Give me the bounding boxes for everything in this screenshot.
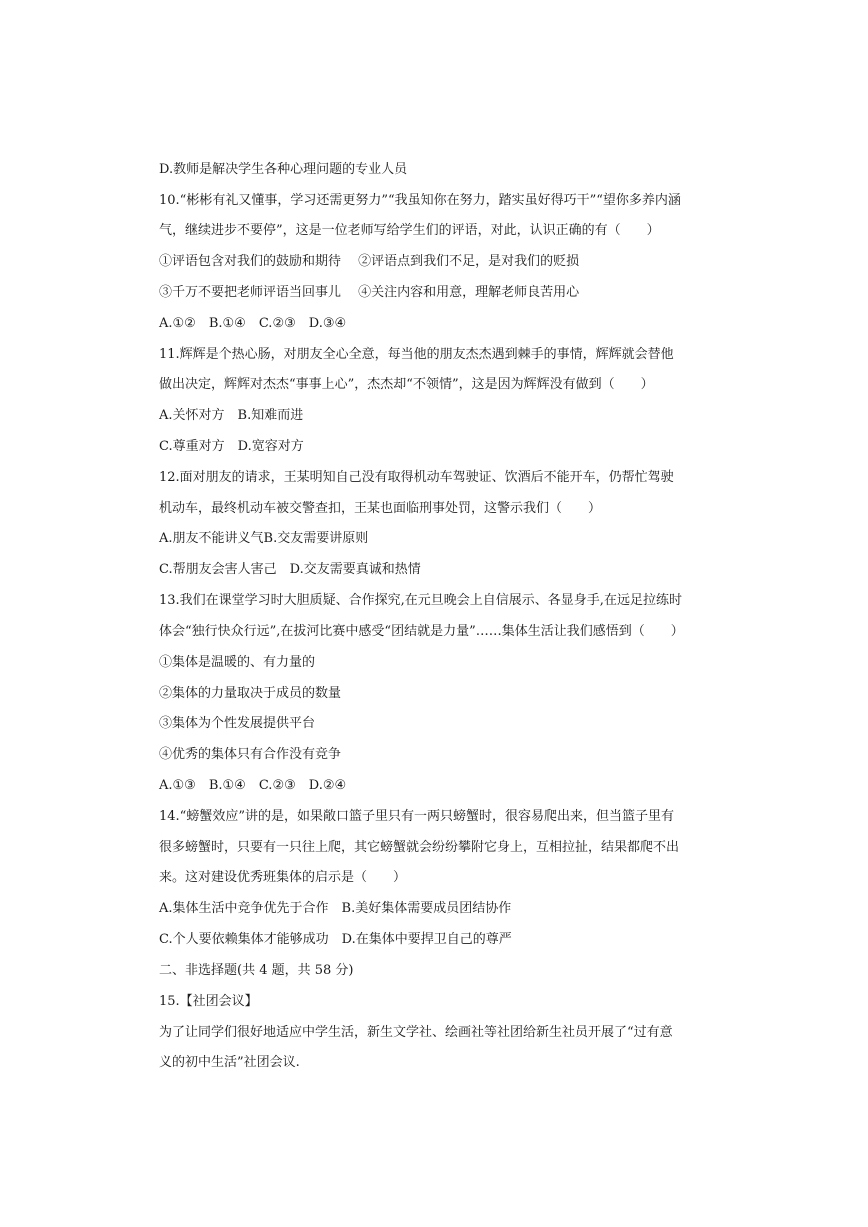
q14-stem-line-2: 很多螃蟹时，只要有一只往上爬，其它螃蟹就会纷纷攀附它身上，互相拉扯，结果都爬不出 (159, 840, 680, 855)
q12-stem-line-1: 12.面对朋友的请求，王某明知自己没有取得机动车驾驶证、饮酒后不能开车，仍帮忙驾驶 (159, 470, 674, 485)
q10-options: A.①② B.①④ C.②③ D.③④ (159, 316, 347, 331)
q13-statement-2: ②集体的力量取决于成员的数量 (159, 686, 342, 701)
q13-options: A.①③ B.①④ C.②③ D.②④ (159, 778, 347, 793)
section-heading-non-choice: 二、非选择题(共 4 题，共 58 分) (159, 963, 354, 978)
q14-stem-line-3: 来。这对建设优秀班集体的启示是（ ） (159, 870, 407, 885)
q14-options-c-d: C.个人要依赖集体才能够成功 D.在集体中要捍卫自己的尊严 (159, 932, 512, 947)
q11-options-c-d: C.尊重对方 D.宽容对方 (159, 439, 304, 454)
q13-statement-3: ③集体为个性发展提供平台 (159, 716, 316, 731)
q11-options-a-b: A.关怀对方 B.知难而进 (159, 408, 304, 423)
q14-options-a-b: A.集体生活中竞争优先于合作 B.美好集体需要成员团结协作 (159, 901, 512, 916)
q10-stem-line-2: 气，继续进步不要停”，这是一位老师写给学生们的评语，对此，认识正确的有（ ） (159, 223, 660, 238)
q13-statement-4: ④优秀的集体只有合作没有竞争 (159, 747, 342, 762)
q11-stem-line-2: 做出决定，辉辉对杰杰“事事上心”，杰杰却“不领情”，这是因为辉辉没有做到（ ） (159, 377, 654, 392)
q12-options-a-b: A.朋友不能讲义气B.交友需要讲原则 (159, 531, 369, 546)
q12-stem-line-2: 机动车，最终机动车被交警查扣，王某也面临刑事处罚，这警示我们（ ） (159, 501, 602, 516)
q13-statement-1: ①集体是温暖的、有力量的 (159, 655, 316, 670)
q13-stem-line-2: 体会“独行快众行远”,在拔河比赛中感受“团结就是力量”……集体生活让我们感悟到（ ） (159, 624, 684, 639)
q10-statements-3-4: ③千万不要把老师评语当回事儿 ④关注内容和用意，理解老师良苦用心 (159, 285, 580, 300)
q11-stem-line-1: 11.辉辉是个热心肠，对朋友全心全意，每当他的朋友杰杰遇到棘手的事情，辉辉就会替他 (159, 347, 674, 362)
q10-stem-line-1: 10.“彬彬有礼又懂事，学习还需更努力”“我虽知你在努力，踏实虽好得巧干”“望你多养内涵 (159, 193, 681, 208)
q15-body-line-2: 义的初中生活”社团会议. (159, 1055, 300, 1070)
q12-options-c-d: C.帮朋友会害人害己 D.交友需要真诚和热情 (159, 562, 421, 577)
q10-statements-1-2: ①评语包含对我们的鼓励和期待 ②评语点到我们不足，是对我们的贬损 (159, 254, 580, 269)
q15-body-line-1: 为了让同学们很好地适应中学生活，新生文学社、绘画社等社团给新生社员开展了“过有意 (159, 1025, 673, 1040)
q9-option-d: D.教师是解决学生各种心理问题的专业人员 (159, 162, 408, 177)
q15-title: 15.【社团会议】 (159, 994, 258, 1009)
q14-stem-line-1: 14.“螃蟹效应”讲的是，如果敞口篮子里只有一两只螃蟹时，很容易爬出来，但当篮子里有 (159, 809, 674, 824)
q13-stem-line-1: 13.我们在课堂学习时大胆质疑、合作探究,在元旦晚会上自信展示、各显身手,在远足拉练时 (159, 593, 682, 608)
